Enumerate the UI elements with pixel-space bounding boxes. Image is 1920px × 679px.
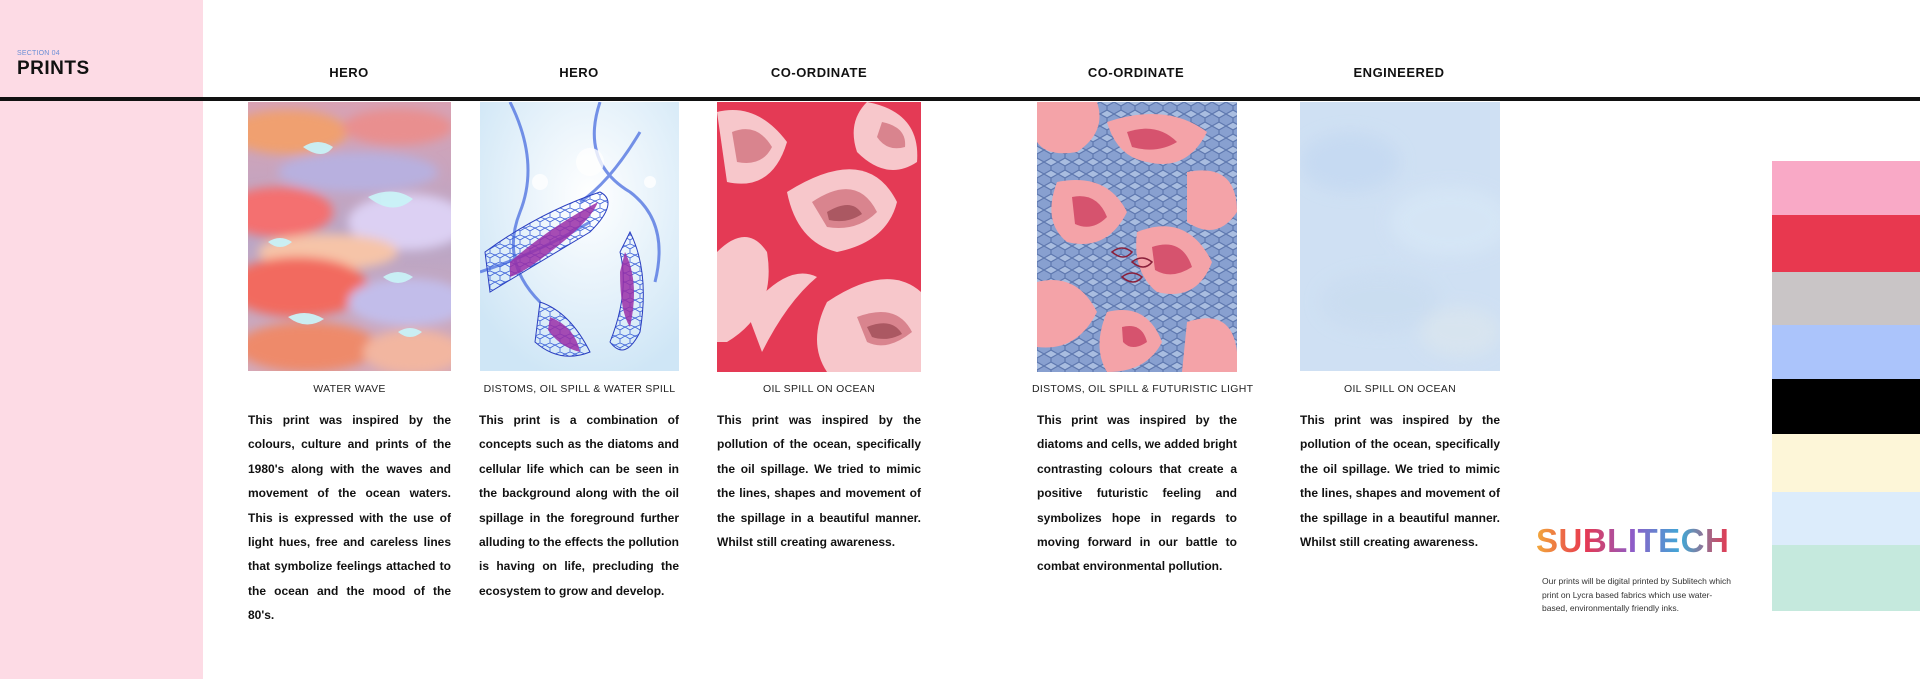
print-description-oil-spill-ocean: This print was inspired by the pollution of the ocean, specifically the oil spillage. We tried to mimic the lines, shapes and movement of the spillage in a beautiful manner. Whilst still creating awareness. [717, 413, 921, 550]
color-palette [1772, 161, 1920, 611]
print-diatoms-oil-water [480, 102, 679, 371]
sublitech-logo: SUBLITECH [1536, 522, 1730, 559]
print-description-engineered-ocean: This print was inspired by the pollution of the ocean, specifically the oil spillage. We tried to mimic the lines, shapes and movement of the spillage in a beautiful manner. Whilst still creating awareness. [1300, 413, 1500, 550]
palette-swatch-mint [1772, 545, 1920, 611]
print-description-water-wave: This print was inspired by the colours, culture and prints of the 1980's along with the waves and movement of the ocean waters. This is expressed with the use of light hues, free and careless lines that symbolize feelings attached to the ocean and the mood of the 80's. [248, 413, 451, 623]
print-caption-oil-spill-ocean: OIL SPILL ON OCEAN [763, 383, 875, 395]
palette-swatch-black [1772, 379, 1920, 434]
printing-note: Our prints will be digital printed by Sublitech which print on Lycra based fabrics which use water-based, environmentally friendly inks. [1542, 576, 1731, 613]
print-engineered-ocean [1300, 102, 1500, 371]
palette-swatch-blue [1772, 325, 1920, 379]
print-water-wave [248, 102, 451, 371]
print-caption-engineered-ocean: OIL SPILL ON OCEAN [1344, 383, 1456, 395]
page-title: PRINTS [17, 58, 90, 79]
print-caption-diatoms-oil-water: DISTOMS, OIL SPILL & WATER SPILL [483, 383, 676, 395]
print-oil-spill-ocean [717, 102, 921, 372]
palette-swatch-pink [1772, 161, 1920, 215]
palette-swatch-red [1772, 215, 1920, 272]
header-rule [0, 97, 1920, 101]
column-heading-hero-2: HERO [559, 65, 599, 80]
print-caption-water-wave: WATER WAVE [313, 383, 386, 395]
palette-swatch-light-blue [1772, 492, 1920, 545]
print-diatoms-futuristic [1037, 102, 1237, 372]
column-heading-coordinate-1: CO-ORDINATE [770, 65, 868, 80]
palette-swatch-grey [1772, 272, 1920, 325]
palette-swatch-cream [1772, 434, 1920, 492]
print-caption-diatoms-futuristic: DISTOMS, OIL SPILL & FUTURISTIC LIGHT [1032, 383, 1254, 395]
column-heading-coordinate-2: CO-ORDINATE [1087, 65, 1185, 80]
print-description-diatoms-futuristic: This print was inspired by the diatoms and cells, we added bright contrasting colours that create a positive futuristic feeling and symbolizes hope in regards to moving forward in our battle to combat environmental pollution. [1037, 413, 1237, 574]
section-sidebar [0, 0, 203, 679]
column-heading-engineered: ENGINEERED [1353, 65, 1445, 80]
column-heading-hero-1: HERO [329, 65, 369, 80]
print-description-diatoms-oil-water: This print is a combination of concepts such as the diatoms and cellular life which can be seen in the background along with the oil spillage in the foreground further alluding to the effects the pollution is having on life, precluding the ecosystem to grow and develop. [479, 413, 679, 598]
section-label: SECTION 04 [17, 50, 60, 57]
